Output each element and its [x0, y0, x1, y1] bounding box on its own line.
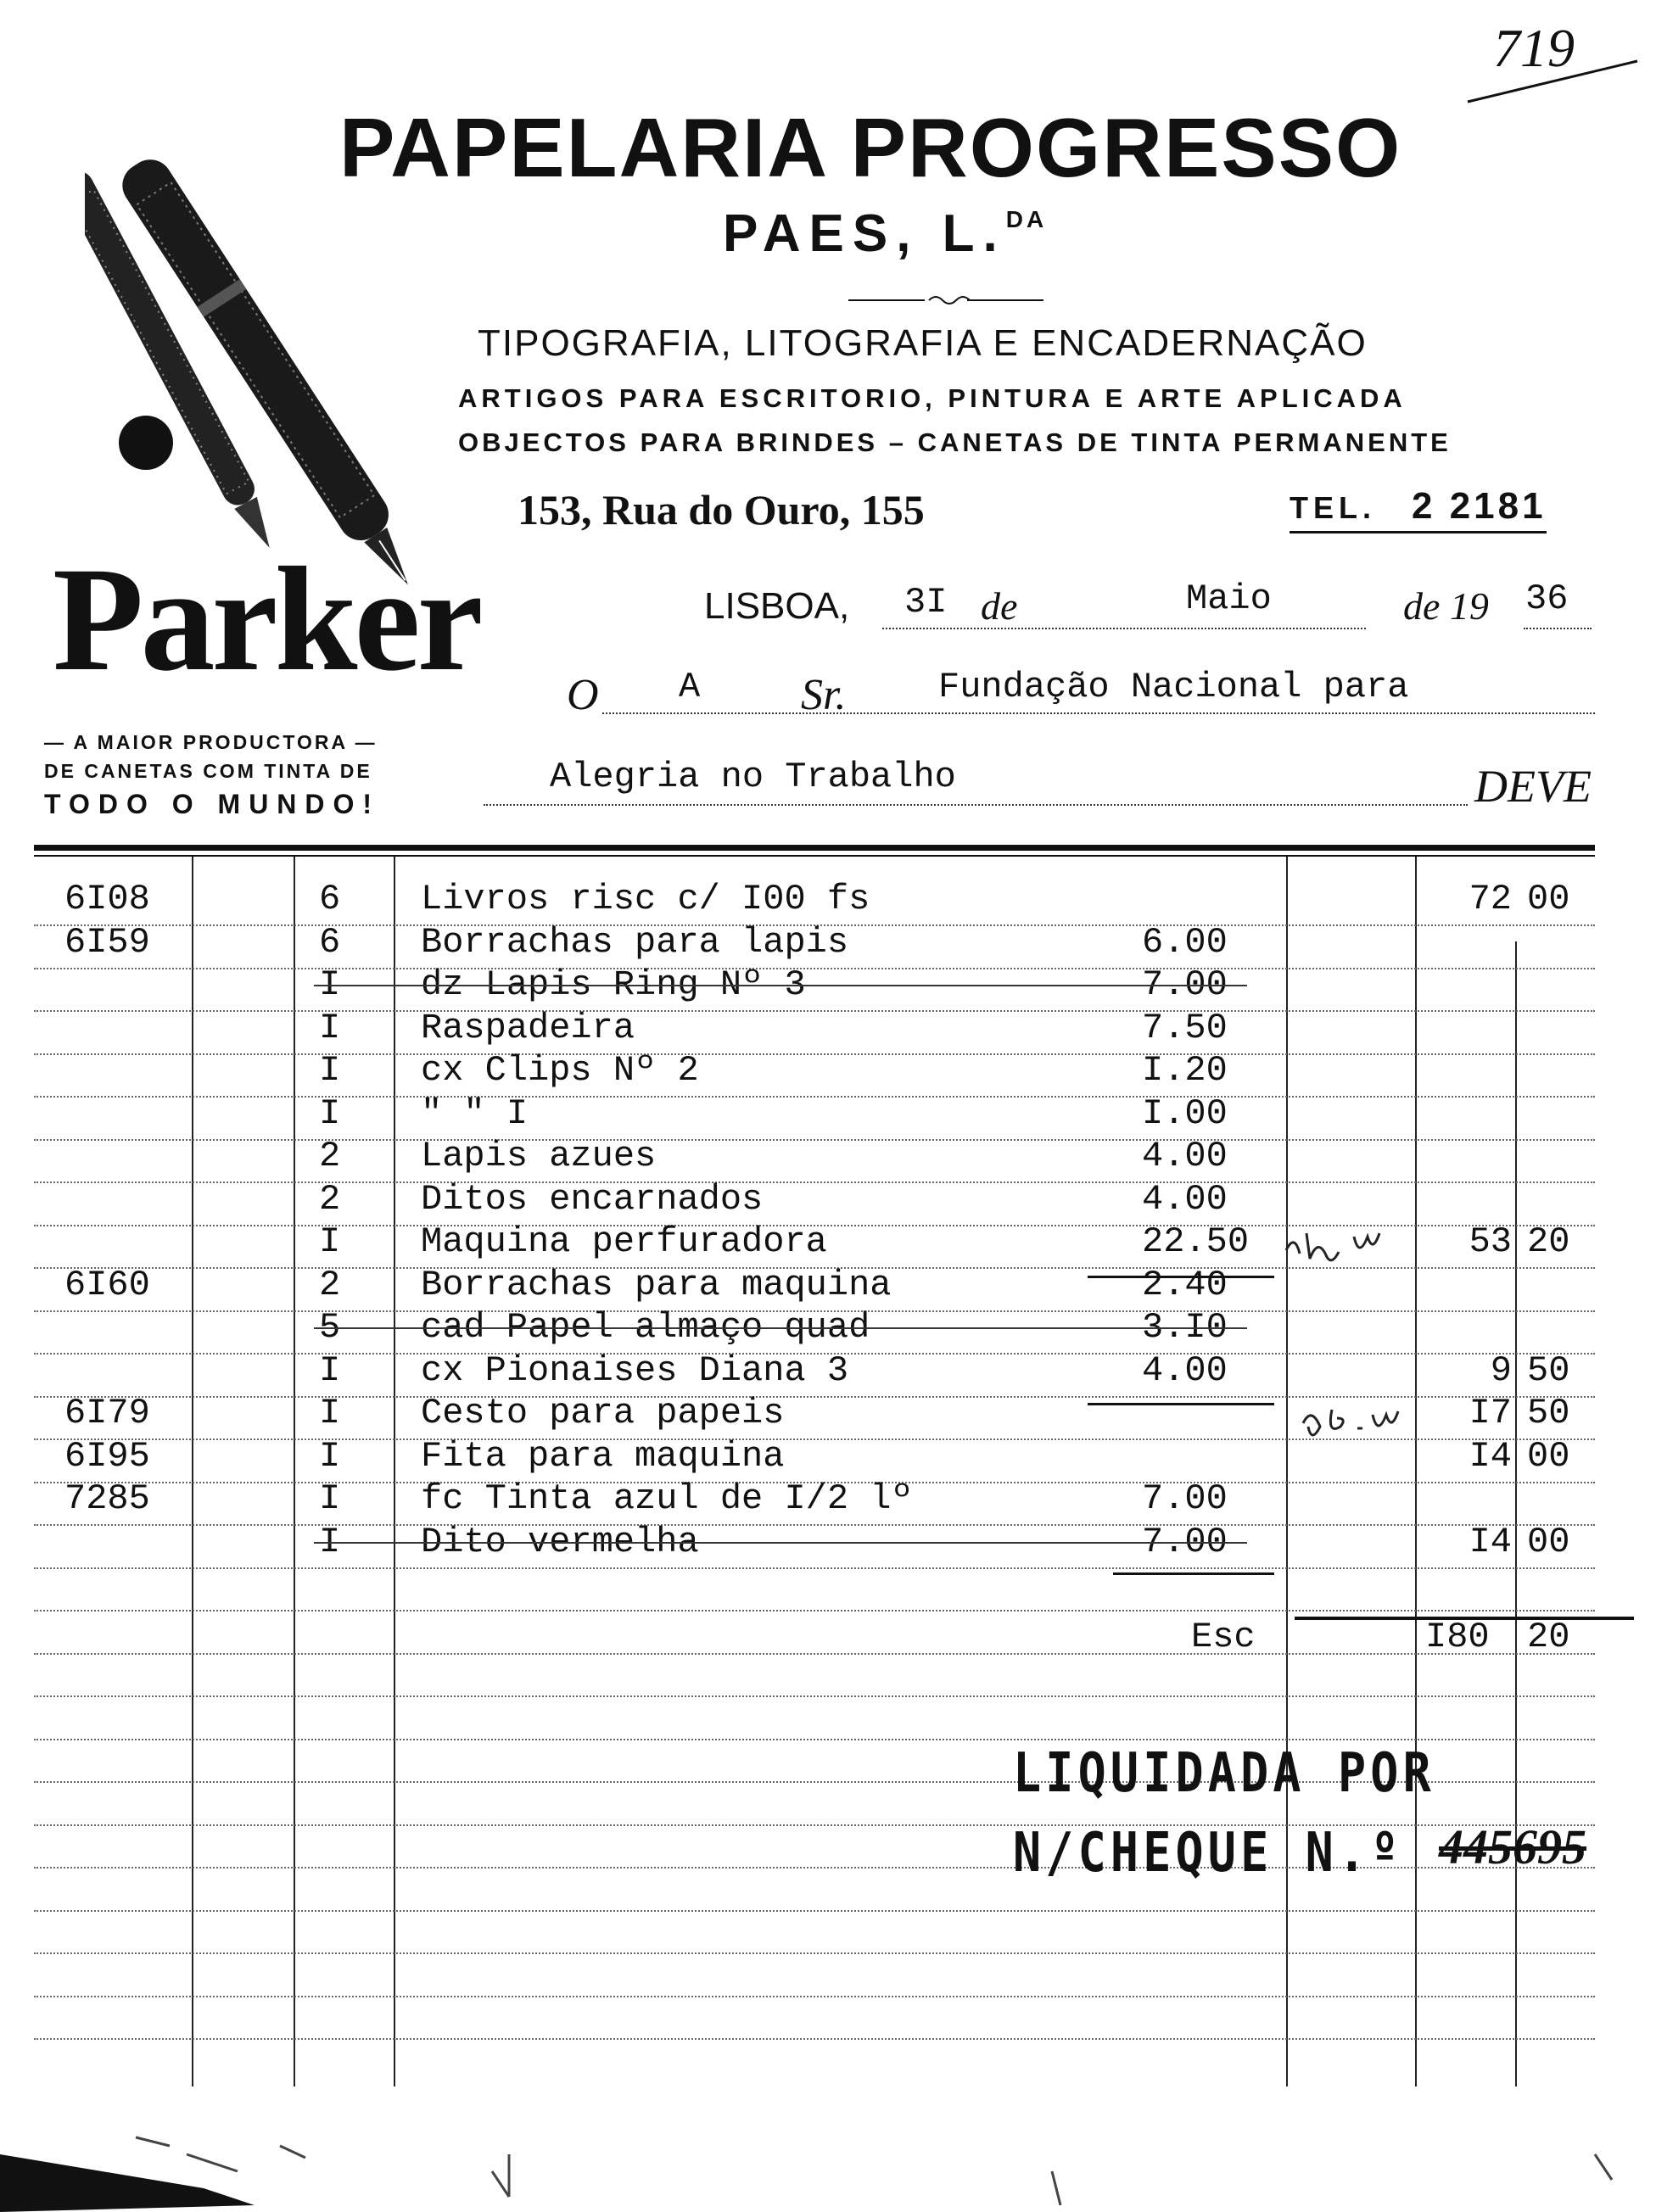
cell-price: 22.50 [1142, 1221, 1250, 1262]
date-de-2: de 19 [1403, 584, 1489, 628]
cell-desc: fc Tinta azul de I/2 lº [421, 1478, 913, 1519]
cell-total-int: 53 [1469, 1221, 1512, 1262]
cell-qty: I [319, 1393, 341, 1433]
date-dotted-line [882, 587, 1366, 629]
cell-total-dec: 20 [1527, 1221, 1570, 1262]
handwritten-check-mark [1281, 1225, 1408, 1267]
cell-qty: 2 [319, 1264, 341, 1305]
strike-line [314, 1542, 1247, 1544]
table-row [0, 1478, 1656, 1521]
cell-qty: I [319, 1478, 341, 1519]
cell-price: 7.50 [1142, 1007, 1228, 1048]
cell-desc: cad Papel almaço quad [421, 1307, 870, 1348]
torn-paper-edge [0, 2120, 1656, 2212]
subtotal-underline [1088, 1276, 1274, 1278]
cell-desc: cx Pionaises Diana 3 [421, 1349, 849, 1391]
table-row [0, 1307, 1656, 1349]
row-rule [34, 1695, 1595, 1697]
strike-line [314, 985, 1247, 986]
cell-ref: 6I60 [64, 1264, 150, 1305]
cell-desc: dz Lapis Ring Nº 3 [421, 964, 806, 1005]
table-row [0, 1093, 1656, 1136]
cell-qty: 5 [319, 1307, 341, 1348]
total-dec: 20 [1527, 1617, 1570, 1657]
ornament-divider [848, 293, 1043, 307]
table-row [0, 1050, 1656, 1092]
sr-label: Sr. [801, 671, 847, 719]
table-top-rule [34, 845, 1595, 851]
row-rule [34, 2038, 1595, 2040]
paid-stamp-line1: LIQUIDADA POR [1013, 1742, 1435, 1805]
cell-total-dec: 50 [1527, 1349, 1570, 1391]
row-rule [34, 1996, 1595, 1997]
deve-label: DEVE [1474, 761, 1592, 812]
strike-line [314, 1327, 1247, 1329]
cell-desc: Borrachas para maquina [421, 1264, 892, 1305]
cell-total-int: 72 [1469, 879, 1512, 919]
company-name: PAPELARIA PROGRESSO [339, 101, 1402, 194]
cell-qty: 6 [319, 879, 341, 919]
cell-qty: 2 [319, 1178, 341, 1220]
cell-qty: I [319, 964, 341, 1005]
cell-desc: " " I [421, 1092, 529, 1134]
address: 153, Rua do Ouro, 155 [518, 486, 925, 533]
cell-total-int: 9 [1490, 1349, 1512, 1391]
objects-line: OBJECTOS PARA BRINDES – CANETAS DE TINTA PERMANENTE [458, 427, 1452, 457]
cell-qty: 6 [319, 921, 341, 963]
cell-qty: I [319, 1092, 341, 1134]
client-name-line2: Alegria no Trabalho [550, 757, 956, 797]
city-label: LISBOA, [704, 585, 850, 627]
archive-mark-strike [1459, 51, 1646, 110]
cell-desc: Livros risc c/ I00 fs [421, 879, 870, 919]
cell-qty: I [319, 1521, 341, 1562]
client-name-line1: Fundação Nacional para [938, 667, 1409, 707]
cell-price: 6.00 [1142, 921, 1228, 963]
cell-ref: 7285 [64, 1478, 150, 1519]
cell-ref: 6I08 [64, 879, 150, 919]
o-label: O [567, 671, 599, 719]
cell-desc: cx Clips Nº 2 [421, 1050, 699, 1091]
table-row [0, 964, 1656, 1007]
cell-desc: Ditos encarnados [421, 1178, 764, 1220]
paid-stamp-line2: N/CHEQUE N.º [1013, 1822, 1403, 1885]
cell-qty: I [319, 1435, 341, 1477]
row-rule [34, 1653, 1595, 1655]
cell-total-dec: 00 [1527, 1435, 1570, 1477]
table-row [0, 1522, 1656, 1564]
handwritten-check-mark [1298, 1403, 1408, 1445]
cell-qty: I [319, 1050, 341, 1091]
cheque-number: 445695 [1439, 1819, 1586, 1874]
cell-qty: I [319, 1221, 341, 1262]
subtotal-underline [1088, 1403, 1274, 1405]
table-row [0, 1179, 1656, 1221]
black-dot [119, 416, 173, 470]
cell-price: 3.I0 [1142, 1307, 1228, 1348]
cell-total-dec: 00 [1527, 1521, 1570, 1562]
row-rule [34, 1739, 1595, 1740]
parker-tagline-3: TODO O MUNDO! [44, 789, 381, 819]
cell-desc: Fita para maquina [421, 1435, 785, 1477]
cell-desc: Dito vermelha [421, 1521, 699, 1562]
cell-price: 7.00 [1142, 964, 1228, 1005]
table-row [0, 1008, 1656, 1050]
cell-desc: Cesto para papeis [421, 1393, 785, 1433]
row-rule [34, 1610, 1595, 1612]
table-row [0, 879, 1656, 921]
table-row [0, 1136, 1656, 1178]
cell-desc: Raspadeira [421, 1007, 635, 1048]
date-de-1: de [981, 584, 1018, 628]
total-label: Esc [1191, 1617, 1256, 1657]
articles-line: ARTIGOS PARA ESCRITORIO, PINTURA E ARTE APLICADA [458, 383, 1407, 413]
cell-desc: Maquina perfuradora [421, 1221, 827, 1262]
cell-desc: Lapis azues [421, 1136, 657, 1176]
date-month: Maio [1186, 578, 1272, 619]
cell-price: 7.00 [1142, 1478, 1228, 1519]
cell-price: 7.00 [1142, 1521, 1228, 1562]
cell-desc: Borrachas para lapis [421, 921, 849, 963]
cell-total-dec: 50 [1527, 1393, 1570, 1433]
cell-price: 4.00 [1142, 1136, 1228, 1176]
row-rule [34, 1567, 1595, 1569]
cell-ref: 6I95 [64, 1435, 150, 1477]
row-rule [34, 1910, 1595, 1912]
date-year: 36 [1525, 578, 1569, 619]
table-row [0, 1350, 1656, 1393]
parker-tagline-1: — A MAIOR PRODUCTORA — [44, 731, 378, 753]
company-owner: PAES, L.$^{DA}$ [723, 204, 1048, 263]
cell-total-dec: 00 [1527, 879, 1570, 919]
cell-ref: 6I59 [64, 921, 150, 963]
subtotal-underline [1113, 1572, 1274, 1575]
cell-price: I.00 [1142, 1092, 1228, 1134]
archive-number: 719 [1493, 18, 1575, 78]
cell-total-int: I4 [1469, 1521, 1512, 1562]
cell-price: 4.00 [1142, 1349, 1228, 1391]
cell-ref: 6I79 [64, 1393, 150, 1433]
cell-total-int: I4 [1469, 1435, 1512, 1477]
parker-brand: Parker [53, 537, 480, 702]
cell-qty: I [319, 1007, 341, 1048]
cell-price: I.20 [1142, 1050, 1228, 1091]
cell-total-int: I7 [1469, 1393, 1512, 1433]
row-rule [34, 1952, 1595, 1954]
table-row [0, 922, 1656, 964]
telephone: TEL. 2 2181 [1290, 485, 1547, 533]
parker-tagline-2: DE CANETAS COM TINTA DE [44, 760, 372, 782]
a-label: A [679, 667, 701, 707]
services-line: TIPOGRAFIA, LITOGRAFIA E ENCADERNAÇÃO [478, 322, 1368, 364]
total-int: I80 [1425, 1617, 1490, 1657]
table-top-rule-thin [34, 855, 1595, 857]
date-day: 3I [904, 582, 948, 623]
cell-price: 4.00 [1142, 1178, 1228, 1220]
cell-qty: I [319, 1349, 341, 1391]
cell-price: 2.40 [1142, 1264, 1228, 1305]
cell-qty: 2 [319, 1136, 341, 1176]
table-row [0, 1265, 1656, 1307]
